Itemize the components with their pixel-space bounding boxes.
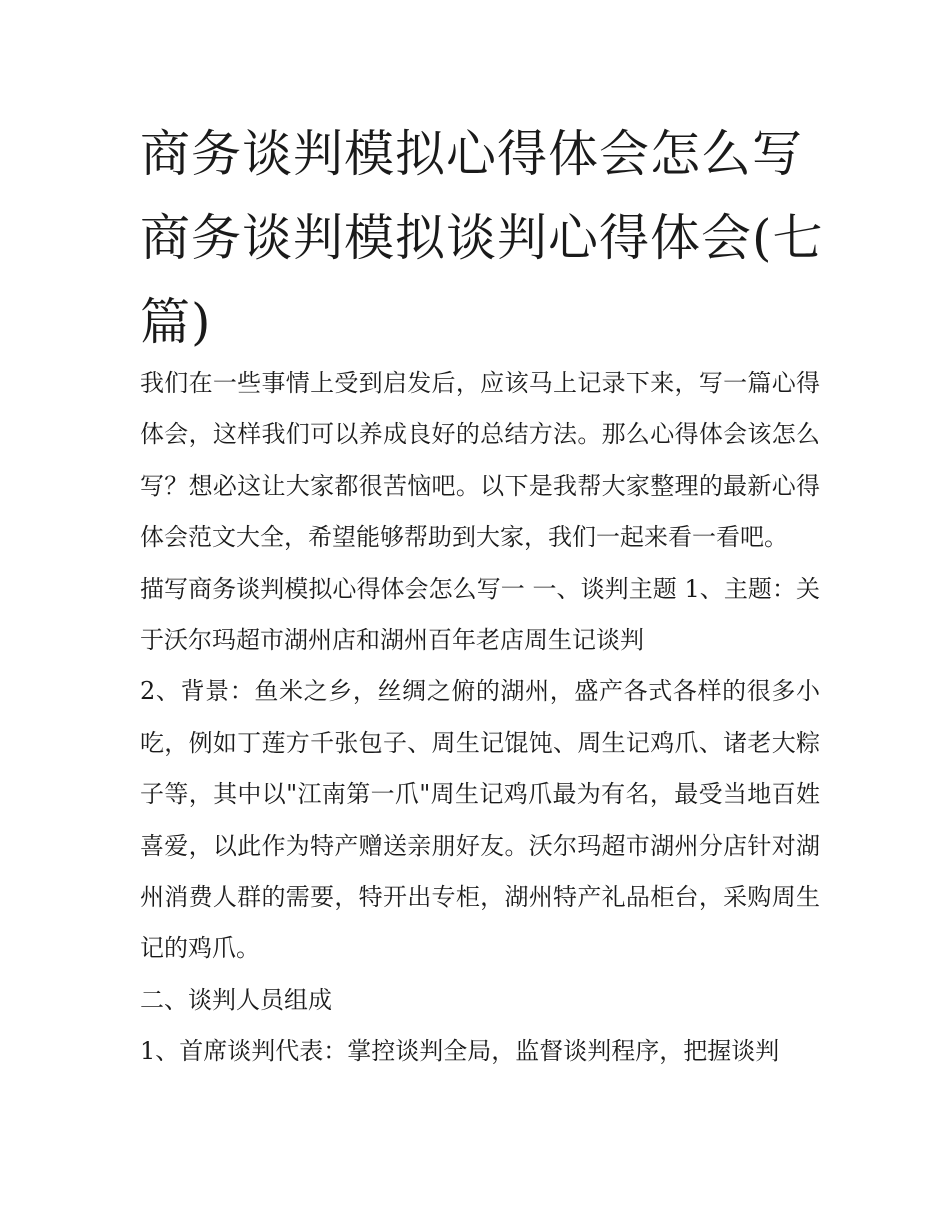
section-two-heading: 二、谈判人员组成 — [140, 985, 332, 1014]
section-one-theme-paragraph: 描写商务谈判模拟心得体会怎么写一 一、谈判主题 1、主题：关于沃尔玛超市湖州店和湖州百年老店周生记谈判 — [140, 574, 820, 655]
document-body — [140, 358, 820, 1078]
intro-paragraph: 我们在一些事情上受到启发后，应该马上记录下来，写一篇心得体会，这样我们可以养成良好的总结方法。那么心得体会该怎么写？想必这让大家都很苦恼吧。以下是我帮大家整理的最新心得体会范文大全，希望能够帮助到大家，我们一起来看一看吧。 — [140, 369, 820, 552]
document-title: 商务谈判模拟心得体会怎么写 商务谈判模拟谈判心得体会(七篇) — [140, 125, 824, 351]
background-paragraph: 2、背景：鱼米之乡，丝绸之俯的湖州，盛产各式各样的很多小吃，例如丁莲方千张包子、周生记馄饨、周生记鸡爪、诸老大粽子等，其中以"江南第一爪"周生记鸡爪最为有名，最受当地百姓喜爱，以此作为特产赠送亲朋好友。沃尔玛超市湖州分店针对湖州消费人群的需要，特开出专柜，湖州特产礼品柜台，采购周生记的鸡爪。 — [140, 677, 820, 963]
chief-negotiator-paragraph: 1、首席谈判代表：掌控谈判全局，监督谈判程序，把握谈判 — [140, 1037, 780, 1066]
